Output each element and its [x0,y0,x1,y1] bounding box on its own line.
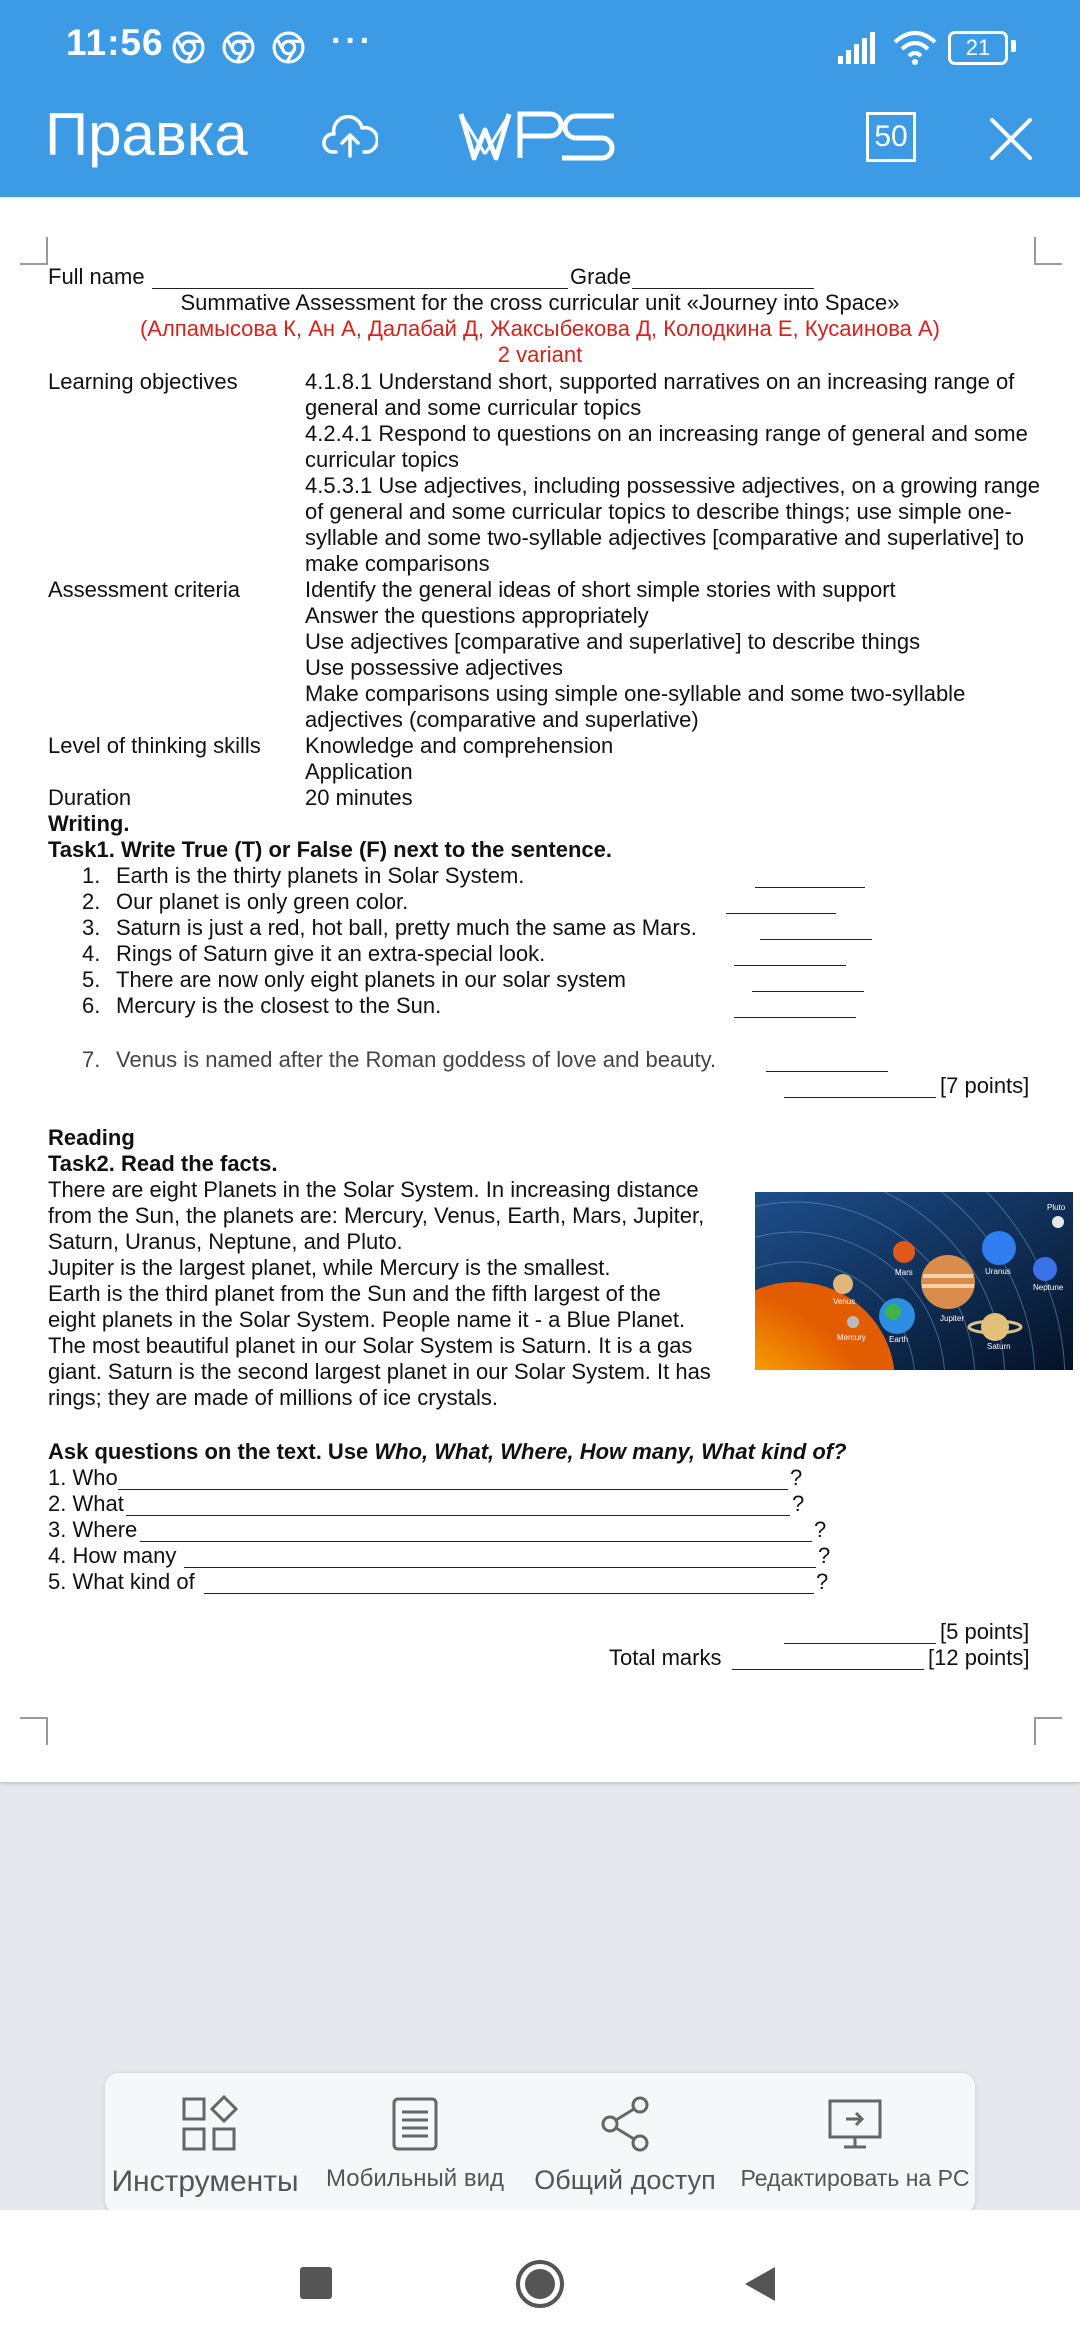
thinking-skills-line: Knowledge and comprehension [305,733,614,758]
answer-blank[interactable] [734,965,846,966]
task2-heading: Task2. Read the facts. [48,1151,278,1176]
fact-line: There are eight Planets in the Solar System. In increasing distance [48,1177,699,1202]
assessment-criteria-label: Assessment criteria [48,577,240,602]
statement-number: 6. [82,993,101,1018]
fact-line: from the Sun, the planets are: Mercury, Venus, Earth, Mars, Jupiter, [48,1203,705,1228]
mars-label: Mars [895,1268,913,1277]
question-label: 4. How many [48,1543,177,1568]
uranus-label: Uranus [985,1267,1011,1276]
fact-line: giant. Saturn is the second largest planet in our Solar System. It has [48,1359,711,1384]
page-corner-mark [1034,237,1062,265]
fact-line: Saturn, Uranus, Neptune, and Pluto. [48,1229,403,1254]
home-button[interactable] [514,2258,566,2310]
back-button[interactable] [743,2265,777,2303]
objective-line: curricular topics [305,447,460,472]
fact-line: Jupiter is the largest planet, while Mercury is the smallest. [48,1255,611,1280]
neptune-label: Neptune [1033,1283,1064,1292]
mobile-view-label: Мобильный вид [325,2165,504,2192]
thinking-skills-line: Application [305,759,413,784]
recents-button[interactable] [300,2267,332,2299]
wifi-icon [892,30,938,66]
statement-number: 5. [82,967,101,992]
page-count-button[interactable]: 50 [866,112,916,162]
objective-line: general and some curricular topics [305,395,642,420]
question-label: 1. Who [48,1465,118,1490]
objective-line: 4.1.8.1 Understand short, supported narratives on an increasing range of [305,369,1015,394]
question-mark: ? [816,1569,829,1594]
statement-text: There are now only eight planets in our solar system [116,967,626,992]
fact-line: Earth is the third planet from the Sun and the fifth largest of the [48,1281,661,1306]
answer-blank[interactable] [752,991,864,992]
more-notifications-icon: ··· [331,22,374,60]
question-mark: ? [790,1465,803,1490]
statement-number: 1. [82,863,101,888]
objective-line: 4.2.4.1 Respond to questions on an increasing range of general and some [305,421,1028,446]
saturn-label: Saturn [987,1342,1011,1351]
mobile-view-icon [386,2095,444,2153]
statement-number: 2. [82,889,101,914]
statement-text: Venus is named after the Roman goddess of love and beauty. [116,1047,717,1072]
objective-line: 4.5.3.1 Use adjectives, including possessive adjectives, on a growing range [305,473,1040,498]
criteria-line: Make comparisons using simple one-syllable and some two-syllable [305,681,966,706]
statement-text: Mercury is the closest to the Sun. [116,993,442,1018]
page-corner-mark [20,1717,48,1745]
question-blank[interactable] [204,1593,814,1594]
fact-line: rings; they are made of millions of ice crystals. [48,1385,498,1410]
statement-number: 4. [82,941,101,966]
objective-line: syllable and some two-syllable adjectives [comparative and superlative] to [305,525,1025,550]
edit-on-pc-button[interactable] [735,2073,975,2213]
desktop-edit-icon [826,2095,884,2153]
share-icon [596,2095,654,2153]
question-label: 2. What [48,1491,124,1516]
criteria-line: Answer the questions appropriately [305,603,649,628]
share-button[interactable] [525,2073,725,2213]
objective-line: of general and some curricular topics to describe things; use simple one- [305,499,1012,524]
fact-line: The most beautiful planet in our Solar System is Saturn. It is a gas [48,1333,693,1358]
edit-on-pc-label: Редактировать на PC [740,2165,970,2191]
pluto-label: Pluto [1047,1203,1066,1212]
task1-heading: Task1. Write True (T) or False (F) next to the sentence. [48,837,612,862]
document-page[interactable] [0,197,1080,1782]
full-name-blank [152,288,568,289]
ask-questions-instruction: Ask questions on the text. Use Who, What, Where, How many, What kind of? [48,1439,847,1464]
statement-number: 7. [82,1047,101,1072]
task1-points: [7 points] [940,1073,1030,1098]
tools-label: Инструменты [111,2165,299,2198]
battery-tip [1011,40,1016,52]
criteria-line: Use adjectives [comparative and superlative] to describe things [305,629,921,654]
duration-value: 20 minutes [305,785,413,810]
thinking-skills-label: Level of thinking skills [48,733,261,758]
bottom-toolbar [104,2072,976,2214]
wps-logo [458,110,618,162]
question-mark: ? [792,1491,805,1516]
chrome-icon [272,31,305,64]
statement-text: Saturn is just a red, hot ball, pretty much the same as Mars. [116,915,697,940]
page-corner-mark [1034,1717,1062,1745]
question-blank[interactable] [118,1489,788,1490]
criteria-line: Identify the general ideas of short simple stories with support [305,577,896,602]
tools-button[interactable] [105,2073,305,2213]
chrome-icon [172,31,205,64]
question-mark: ? [814,1517,827,1542]
fact-line: eight planets in the Solar System. People name it - a Blue Planet. [48,1307,686,1332]
app-header [0,0,1080,197]
writing-heading: Writing. [48,811,130,836]
criteria-line: adjectives (comparative and superlative) [305,707,699,732]
full-name-label: Full name [48,264,145,289]
reading-heading: Reading [48,1125,135,1150]
statement-text: Earth is the thirty planets in Solar System. [116,863,525,888]
answer-blank[interactable] [766,1071,888,1072]
points-blank [784,1097,936,1098]
answer-blank[interactable] [734,1017,856,1018]
question-mark: ? [818,1543,831,1568]
points-blank [784,1643,936,1644]
question-blank[interactable] [140,1541,812,1542]
mercury-label: Mercury [837,1333,866,1342]
page-title: Правка [45,101,248,168]
learning-objectives-label: Learning objectives [48,369,238,394]
solar-system-image [755,1192,1073,1370]
jupiter-label: Jupiter [940,1314,965,1323]
mobile-view-button[interactable] [315,2073,515,2213]
task2-points: [5 points] [940,1619,1030,1644]
question-label: 3. Where [48,1517,138,1542]
grade-label: Grade [570,264,632,289]
question-blank[interactable] [126,1515,790,1516]
doc-title: Summative Assessment for the cross curricular unit «Journey into Space» [180,290,900,315]
answer-blank[interactable] [760,939,872,940]
system-nav-bar [0,2210,1080,2340]
question-label: 5. What kind of [48,1569,195,1594]
cloud-upload-icon[interactable] [322,112,378,160]
battery-indicator: 21 [948,31,1008,65]
criteria-line: Use possessive adjectives [305,655,564,680]
grade-blank [632,288,814,289]
total-points: [12 points] [928,1645,1030,1670]
statement-text: Our planet is only green color. [116,889,409,914]
answer-blank[interactable] [755,887,865,888]
total-marks-label: Total marks [609,1645,722,1670]
signal-icon [838,30,878,64]
close-icon[interactable] [988,116,1034,162]
objective-line: make comparisons [305,551,490,576]
statement-text: Rings of Saturn give it an extra-special look. [116,941,546,966]
chrome-icon [222,31,255,64]
earth-label: Earth [889,1335,909,1344]
share-label: Общий доступ [534,2165,716,2195]
statement-number: 3. [82,915,101,940]
page-corner-mark [20,237,48,265]
total-marks-blank [732,1669,924,1670]
question-blank[interactable] [184,1567,816,1568]
status-time: 11:56 [66,22,164,63]
venus-label: Venus [833,1297,856,1306]
doc-variant: 2 variant [497,342,583,367]
answer-blank[interactable] [726,913,836,914]
doc-authors: (Алпамысова К, Ан А, Далабай Д, Жаксыбекова Д, Колодкина Е, Кусаинова А) [139,316,941,341]
duration-label: Duration [48,785,132,810]
tools-icon [180,2095,238,2153]
